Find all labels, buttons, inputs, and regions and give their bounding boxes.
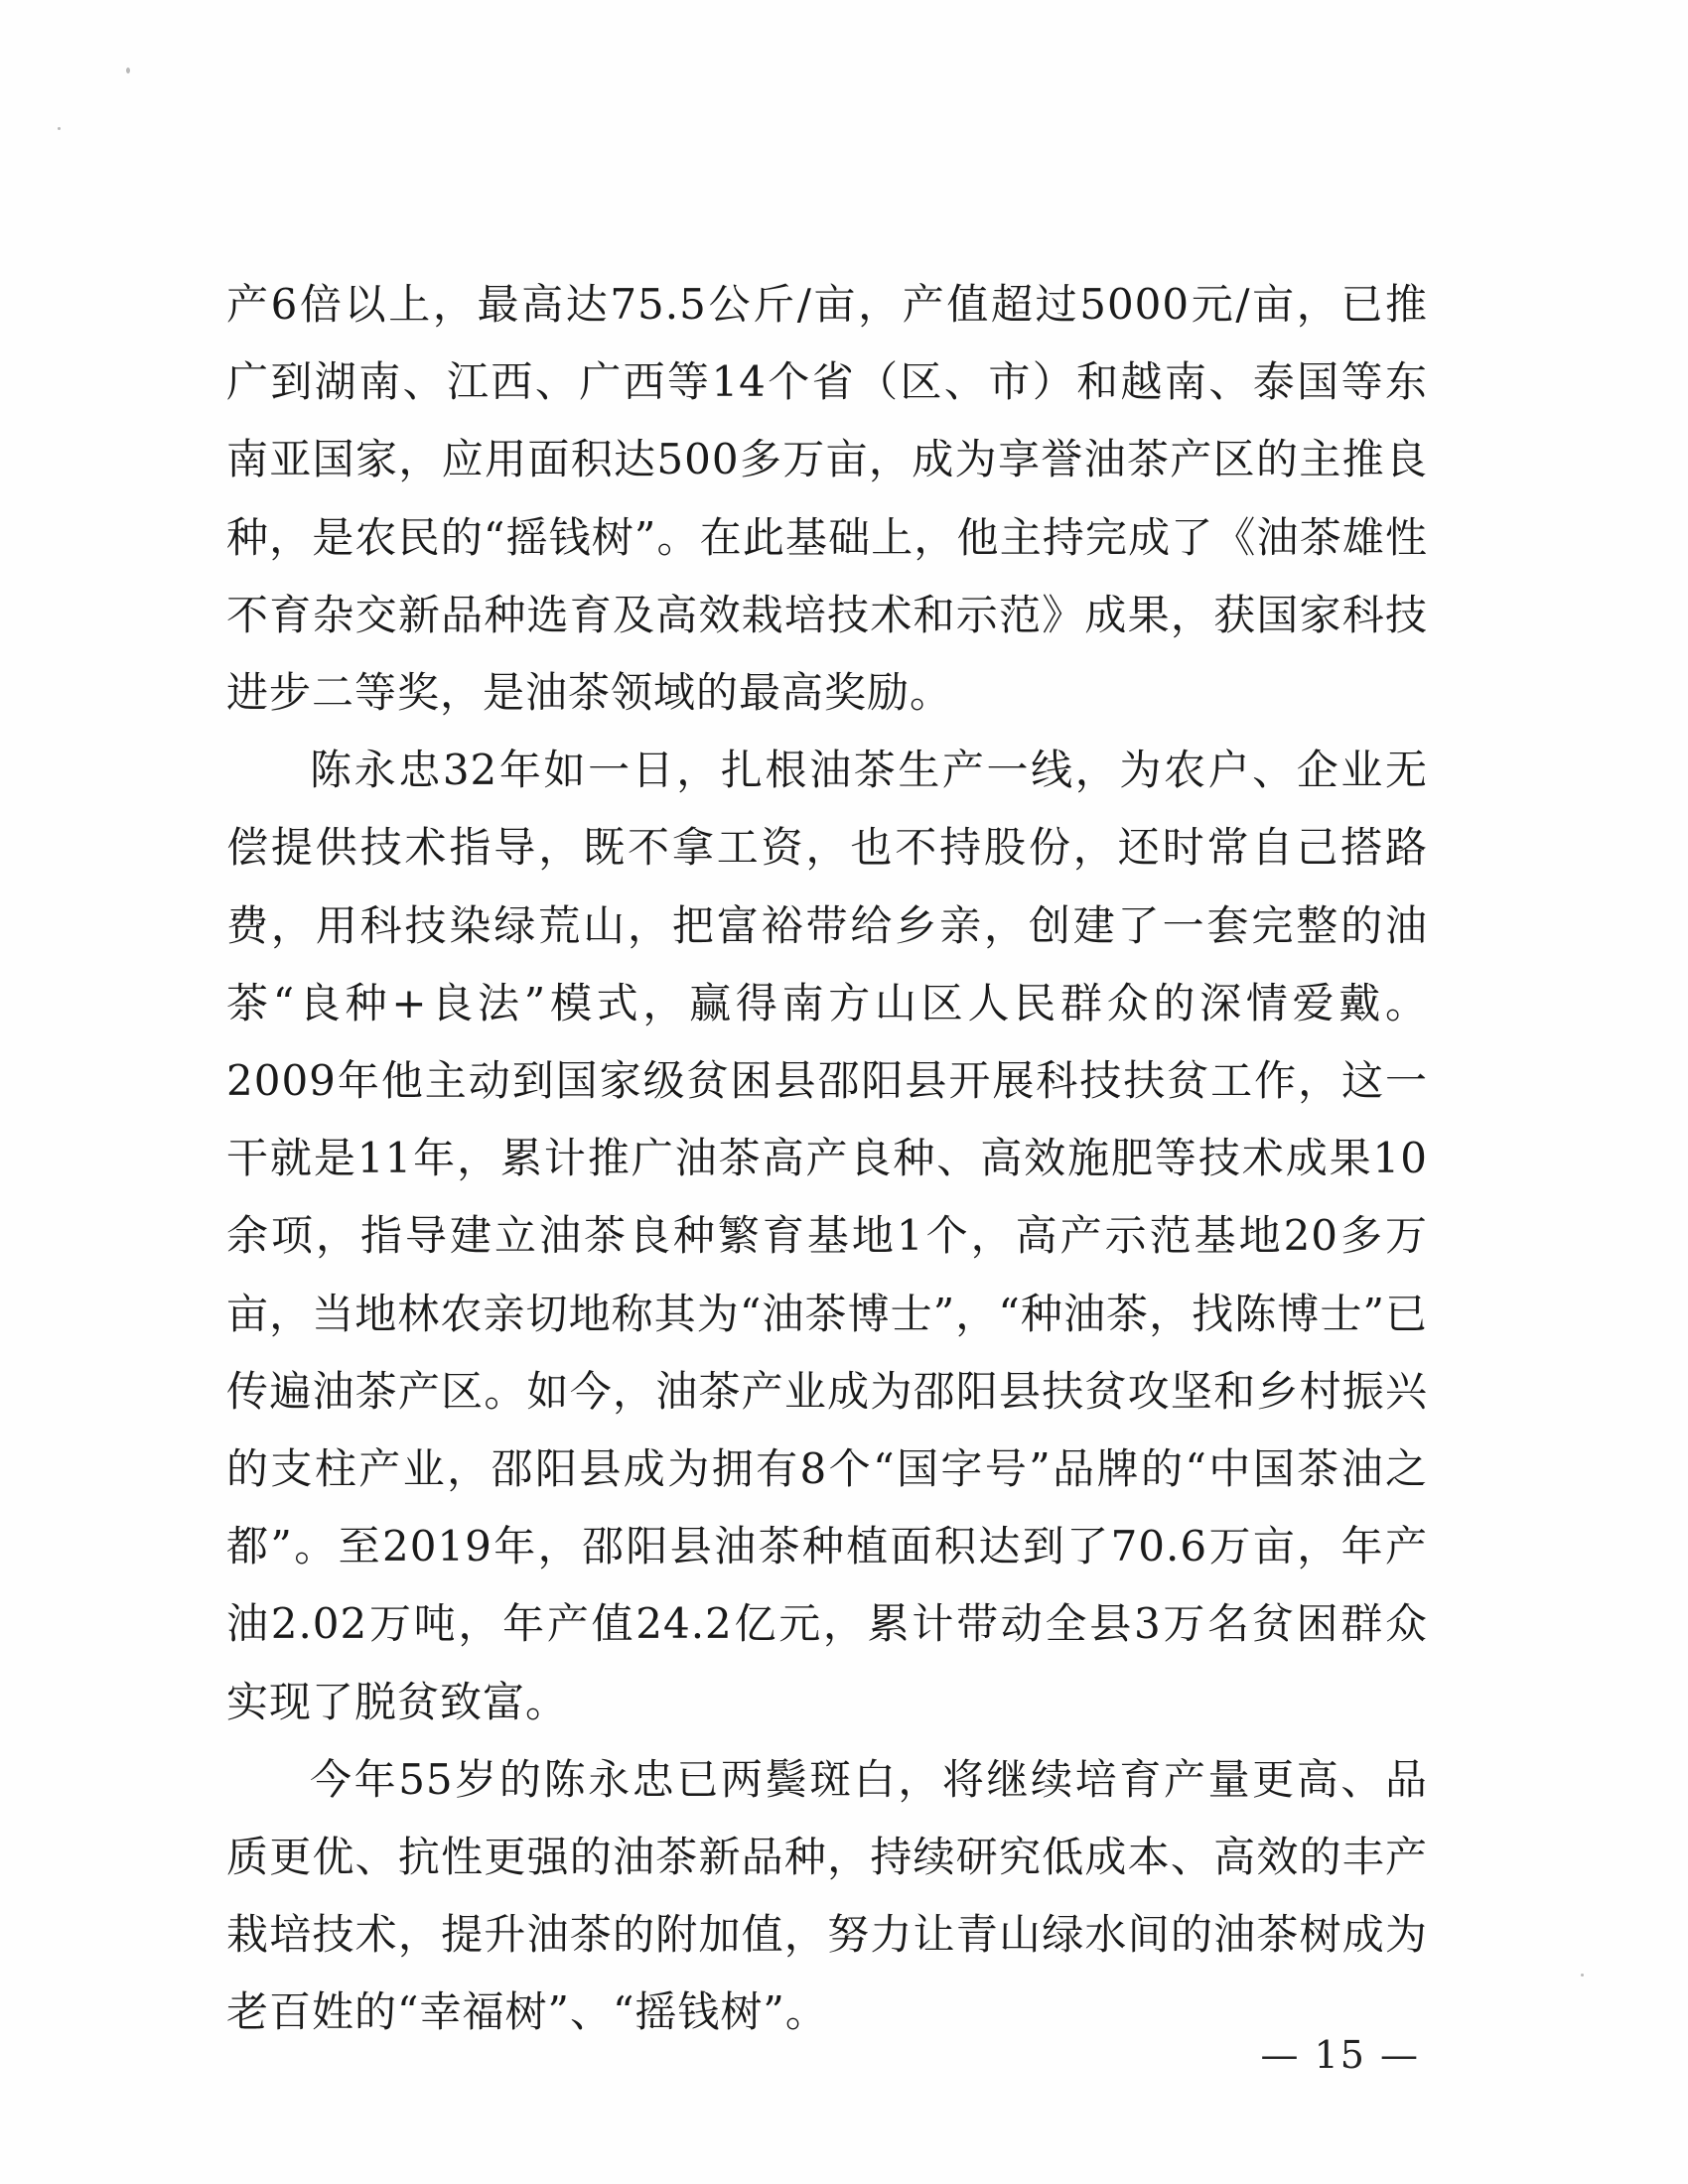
paragraph-continued: 产6倍以上，最高达75.5公斤/亩，产值超过5000元/亩，已推广到湖南、江西、广西等14个省（区、市）和越南、泰国等东南亚国家，应用面积达500多万亩，成为享誉油茶产区的主推良种，是农民的“摇钱树”。在此基础上，他主持完成了《油茶雄性不育杂交新品种选育及高效栽培技术和示范》成果，获国家科技进步二等奖，是油茶领域的最高奖励。: [226, 280, 1428, 718]
scan-speck: [126, 68, 130, 73]
page-number: — 15 —: [1260, 2033, 1420, 2077]
scan-speck: [58, 127, 61, 130]
article-body: [226, 266, 1428, 2052]
paragraph: 今年55岁的陈永忠已两鬓斑白，将继续培育产量更高、品质更优、抗性更强的油茶新品种，持续研究低成本、高效的丰产栽培技术，提升油茶的附加值，努力让青山绿水间的油茶树成为老百姓的“幸福树”、“摇钱树”。: [226, 1754, 1428, 2037]
paragraph: 陈永忠32年如一日，扎根油茶生产一线，为农户、企业无偿提供技术指导，既不拿工资，也不持股份，还时常自己搭路费，用科技染绿荒山，把富裕带给乡亲，创建了一套完整的油茶“良种+良法”模式，赢得南方山区人民群众的深情爱戴。2009年他主动到国家级贫困县邵阳县开展科技扶贫工作，这一干就是11年，累计推广油茶高产良种、高效施肥等技术成果10余项，指导建立油茶良种繁育基地1个，高产示范基地20多万亩，当地林农亲切地称其为“油茶博士”，“种油茶，找陈博士”已传遍油茶产区。如今，油茶产业成为邵阳县扶贫攻坚和乡村振兴的支柱产业，邵阳县成为拥有8个“国字号”品牌的“中国茶油之都”。至2019年，邵阳县油茶种植面积达到了70.6万亩，年产油2.02万吨，年产值24.2亿元，累计带动全县3万名贫困群众实现了脱贫致富。: [226, 746, 1428, 1726]
scan-speck: [1581, 1974, 1584, 1977]
